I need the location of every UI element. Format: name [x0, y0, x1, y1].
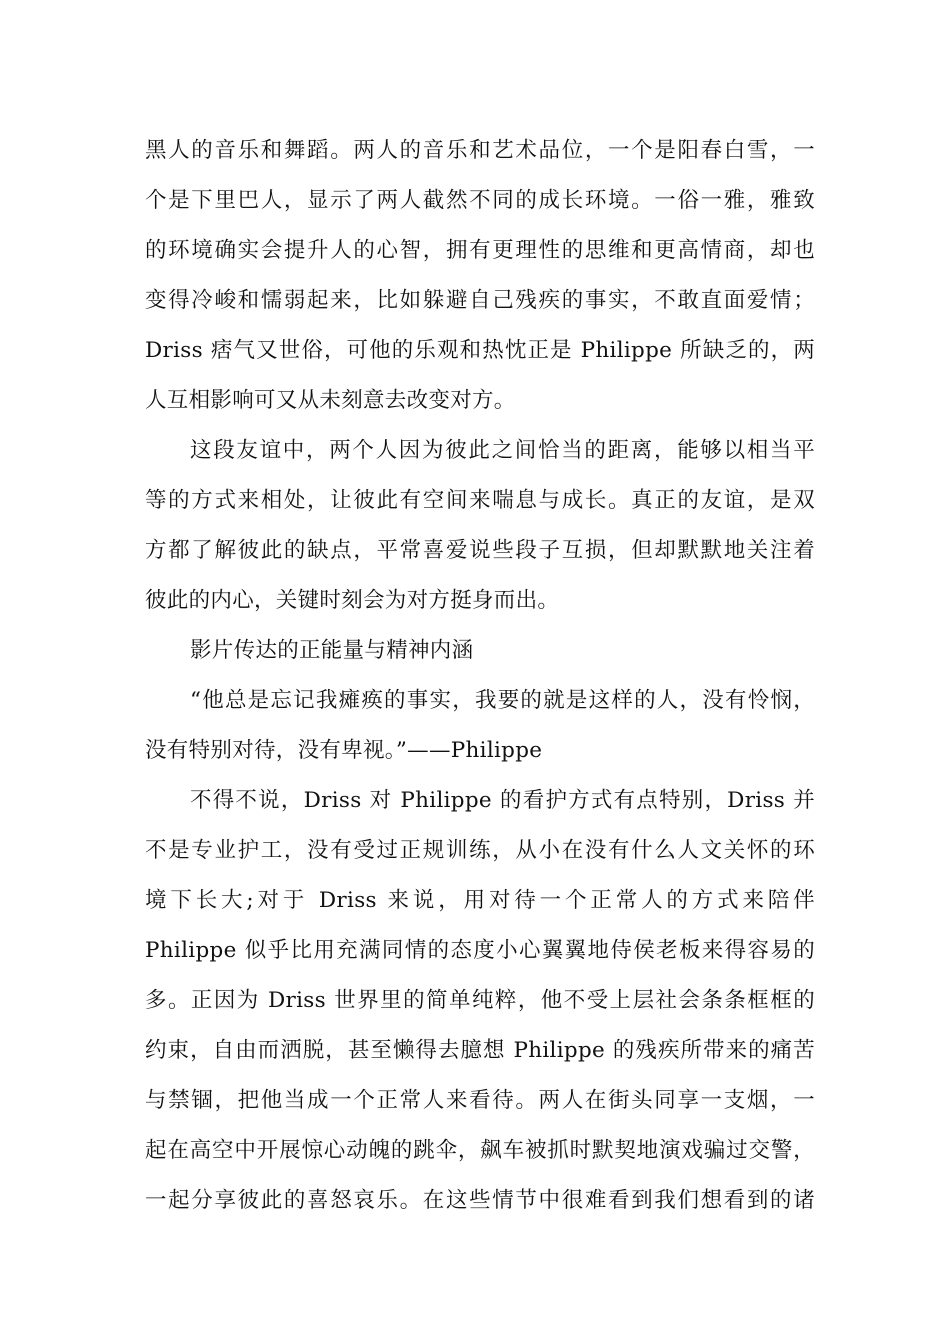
quote-line: 没有特别对待，没有卑视。”——Philippe [145, 738, 543, 763]
text-line: 黑人的音乐和舞蹈。两人的音乐和艺术品位，一个是阳春白雪，一 [145, 138, 815, 163]
text-line: 这段友谊中，两个人因为彼此之间恰当的距离，能够以相当平 [190, 438, 815, 463]
section-heading: 影片传达的正能量与精神内涵 [190, 638, 474, 663]
text-line: 多。正因为 Driss 世界里的简单纯粹，他不受上层社会条条框框的 [145, 988, 815, 1013]
quote-line: “他总是忘记我瘫痪的事实，我要的就是这样的人，没有怜悯， [190, 688, 815, 713]
text-line: 方都了解彼此的缺点，平常喜爱说些段子互损，但却默默地关注着 [145, 538, 815, 563]
text-line: 彼此的内心，关键时刻会为对方挺身而出。 [145, 588, 560, 613]
text-line: 不是专业护工，没有受过正规训练，从小在没有什么人文关怀的环 [145, 838, 815, 863]
text-line: 与禁锢，把他当成一个正常人来看待。两人在街头同享一支烟，一 [145, 1088, 815, 1113]
text-line: 变得冷峻和懦弱起来，比如躲避自己残疾的事实，不敢直面爱情； [145, 288, 815, 313]
text-line: 不得不说，Driss 对 Philippe 的看护方式有点特别，Driss 并 [190, 788, 815, 813]
text-line: Philippe 似乎比用充满同情的态度小心翼翼地侍侯老板来得容易的 [145, 938, 815, 963]
text-line: 一起分享彼此的喜怒哀乐。在这些情节中很难看到我们想看到的诸 [145, 1188, 815, 1213]
text-line: 等的方式来相处，让彼此有空间来喘息与成长。真正的友谊，是双 [145, 488, 815, 513]
text-line: 的环境确实会提升人的心智，拥有更理性的思维和更高情商，却也 [145, 238, 815, 263]
text-line: 人互相影响可又从未刻意去改变对方。 [145, 388, 516, 413]
text-line: 起在高空中开展惊心动魄的跳伞，飙车被抓时默契地演戏骗过交警， [145, 1138, 815, 1163]
text-line: Driss 痞气又世俗，可他的乐观和热忱正是 Philippe 所缺乏的，两 [145, 338, 815, 363]
text-line: 境下长大;对于 Driss 来说，用对待一个正常人的方式来陪伴 [145, 888, 815, 913]
text-line: 约束，自由而洒脱，甚至懒得去臆想 Philippe 的残疾所带来的痛苦 [145, 1038, 815, 1063]
text-line: 个是下里巴人，显示了两人截然不同的成长环境。一俗一雅，雅致 [145, 188, 815, 213]
